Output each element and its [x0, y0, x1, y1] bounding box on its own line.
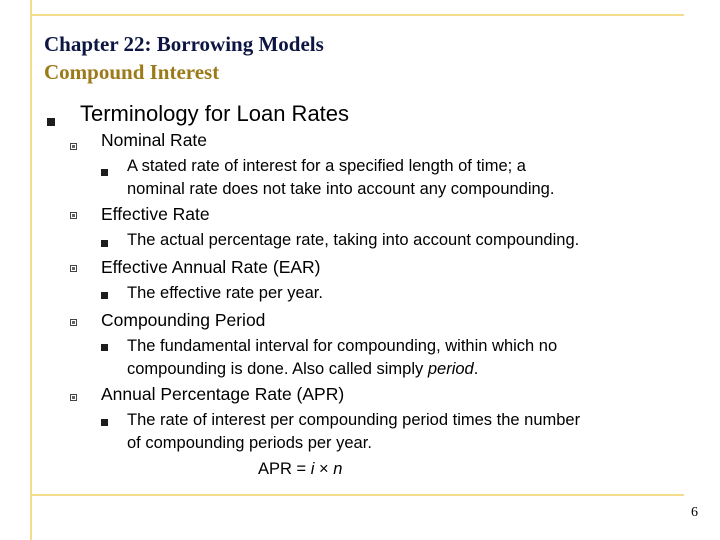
desc-prefix: compounding is done. Also called simply [127, 360, 428, 378]
square-bullet-icon [47, 118, 55, 126]
desc-apr-2: of compounding periods per year. [127, 434, 372, 452]
page-number: 6 [691, 505, 698, 520]
formula-var-n: n [333, 460, 343, 478]
term-ear: Effective Annual Rate (EAR) [101, 257, 321, 277]
main-heading: Terminology for Loan Rates [80, 101, 350, 126]
hollow-square-bullet-icon [70, 394, 77, 401]
square-bullet-icon [101, 419, 108, 426]
term-compounding-period: Compounding Period [101, 310, 266, 330]
square-bullet-icon [101, 169, 108, 176]
term-apr: Annual Percentage Rate (APR) [101, 384, 345, 404]
desc-nominal-rate-1: A stated rate of interest for a specified length of time; a [127, 157, 526, 175]
hollow-square-bullet-icon [70, 212, 77, 219]
title-line-2: Compound Interest [44, 60, 220, 84]
term-nominal-rate: Nominal Rate [101, 130, 208, 150]
desc-ear: The effective rate per year. [127, 284, 323, 302]
desc-compounding-period-2 [127, 359, 478, 380]
apr-formula [258, 459, 342, 480]
hollow-square-bullet-icon [70, 319, 77, 326]
desc-italic-period: period [427, 360, 474, 378]
title-line-1: Chapter 22: Borrowing Models [44, 32, 324, 56]
desc-nominal-rate-2: nominal rate does not take into account any compounding. [127, 180, 555, 198]
desc-suffix: . [473, 360, 479, 378]
square-bullet-icon [101, 292, 108, 299]
desc-compounding-period-1: The fundamental interval for compounding, within which no [127, 337, 558, 355]
desc-apr-1: The rate of interest per compounding period times the number [127, 411, 581, 429]
hollow-square-bullet-icon [70, 143, 77, 150]
square-bullet-icon [101, 240, 108, 247]
square-bullet-icon [101, 344, 108, 351]
term-effective-rate: Effective Rate [101, 204, 210, 224]
desc-effective-rate: The actual percentage rate, taking into account compounding. [127, 231, 580, 249]
formula-var-i: i [310, 460, 315, 478]
formula-times: × [314, 460, 334, 478]
formula-lhs: APR = [258, 460, 311, 478]
hollow-square-bullet-icon [70, 265, 77, 272]
